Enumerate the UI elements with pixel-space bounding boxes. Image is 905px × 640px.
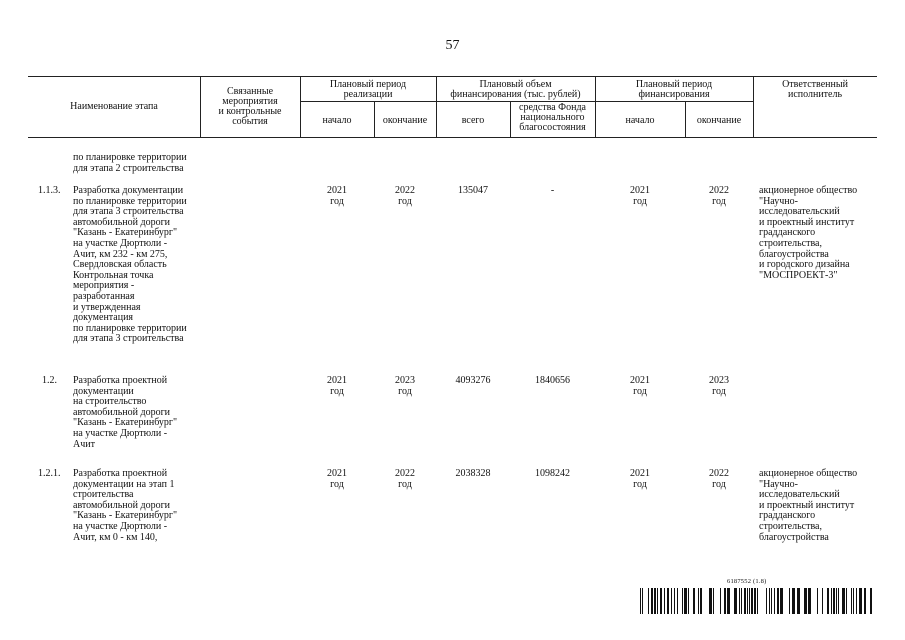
row-fin-start: 2021 год [630, 375, 650, 397]
row-name: Разработка проектной документации на этап 1 строительства автомобильной дороги "Казань - Екатеринбург" на участке Дюртюли - Ачит, км 0 - км 140, [73, 468, 178, 543]
barcode-image [640, 588, 876, 614]
row-total: 2038328 [455, 468, 491, 479]
table-top-border [28, 76, 877, 77]
header-bottom-border [28, 137, 877, 138]
subheader-start-fin: начало [625, 115, 655, 126]
subheader-start: начало [322, 115, 352, 126]
row-end: 2023 год [395, 375, 415, 397]
row-fin-end: 2023 год [709, 375, 729, 397]
header-period: Плановый период реализации [329, 79, 407, 100]
row-fund: - [550, 185, 555, 196]
row-start: 2021 год [327, 185, 347, 207]
row-name: Разработка проектной документации на строительство автомобильной дороги "Казань - Екатеринбург" на участке Дюртюли - Ачит [73, 375, 178, 450]
row-end: 2022 год [395, 468, 415, 490]
subheader-total: всего [461, 115, 485, 126]
header-related: Связанные мероприятия и контрольные события [218, 86, 282, 127]
header-stage: Наименование этапа [70, 101, 158, 112]
row-fin-start: 2021 год [630, 185, 650, 207]
row-start: 2021 год [327, 468, 347, 490]
header-executor: Ответственный исполнитель [782, 79, 848, 100]
row-end: 2022 год [395, 185, 415, 207]
subheader-end: окончание [382, 115, 428, 126]
row-fund: 1840656 [535, 375, 570, 386]
row-number: 1.2. [42, 375, 57, 386]
subheader-end-fin: окончание [696, 115, 742, 126]
row-fin-end: 2022 год [709, 185, 729, 207]
row-name: по планировке территории для этапа 2 строительства [73, 152, 187, 174]
page-number: 57 [445, 38, 460, 53]
row-total: 4093276 [455, 375, 491, 386]
header-fin-period: Плановый период финансирования [635, 79, 713, 100]
barcode-text: 6187552 (1.8) [727, 578, 767, 585]
row-executor: акционерное общество "Научно- исследовательский и проектный институт градданского строительства, благоустройства и городского дизайна "МОСПРОЕКТ-3" [759, 185, 858, 281]
row-fin-end: 2022 год [709, 468, 729, 490]
row-name: Разработка документации по планировке территории для этапа 3 строительства автомобильной дороги "Казань - Екатеринбург" на участке Дюртюли - Ачит, км 232 - км 275, Свердловская область Контрольная точка мероприятия - разработанная и утвержденная документация по планировке территории для этапа 3 строительства [73, 185, 187, 345]
row-fund: 1098242 [535, 468, 570, 479]
row-start: 2021 год [327, 375, 347, 397]
row-fin-start: 2021 год [630, 468, 650, 490]
subheader-fund: средства Фонда национального благосостояния [519, 102, 586, 133]
row-number: 1.2.1. [38, 468, 61, 479]
row-total: 135047 [458, 185, 488, 196]
header-volume: Плановый объем финансирования (тыс. рублей) [450, 79, 581, 100]
row-number: 1.1.3. [38, 185, 61, 196]
row-executor: акционерное общество "Научно- исследовательский и проектный институт градданского строительства, благоустройства [759, 468, 858, 543]
